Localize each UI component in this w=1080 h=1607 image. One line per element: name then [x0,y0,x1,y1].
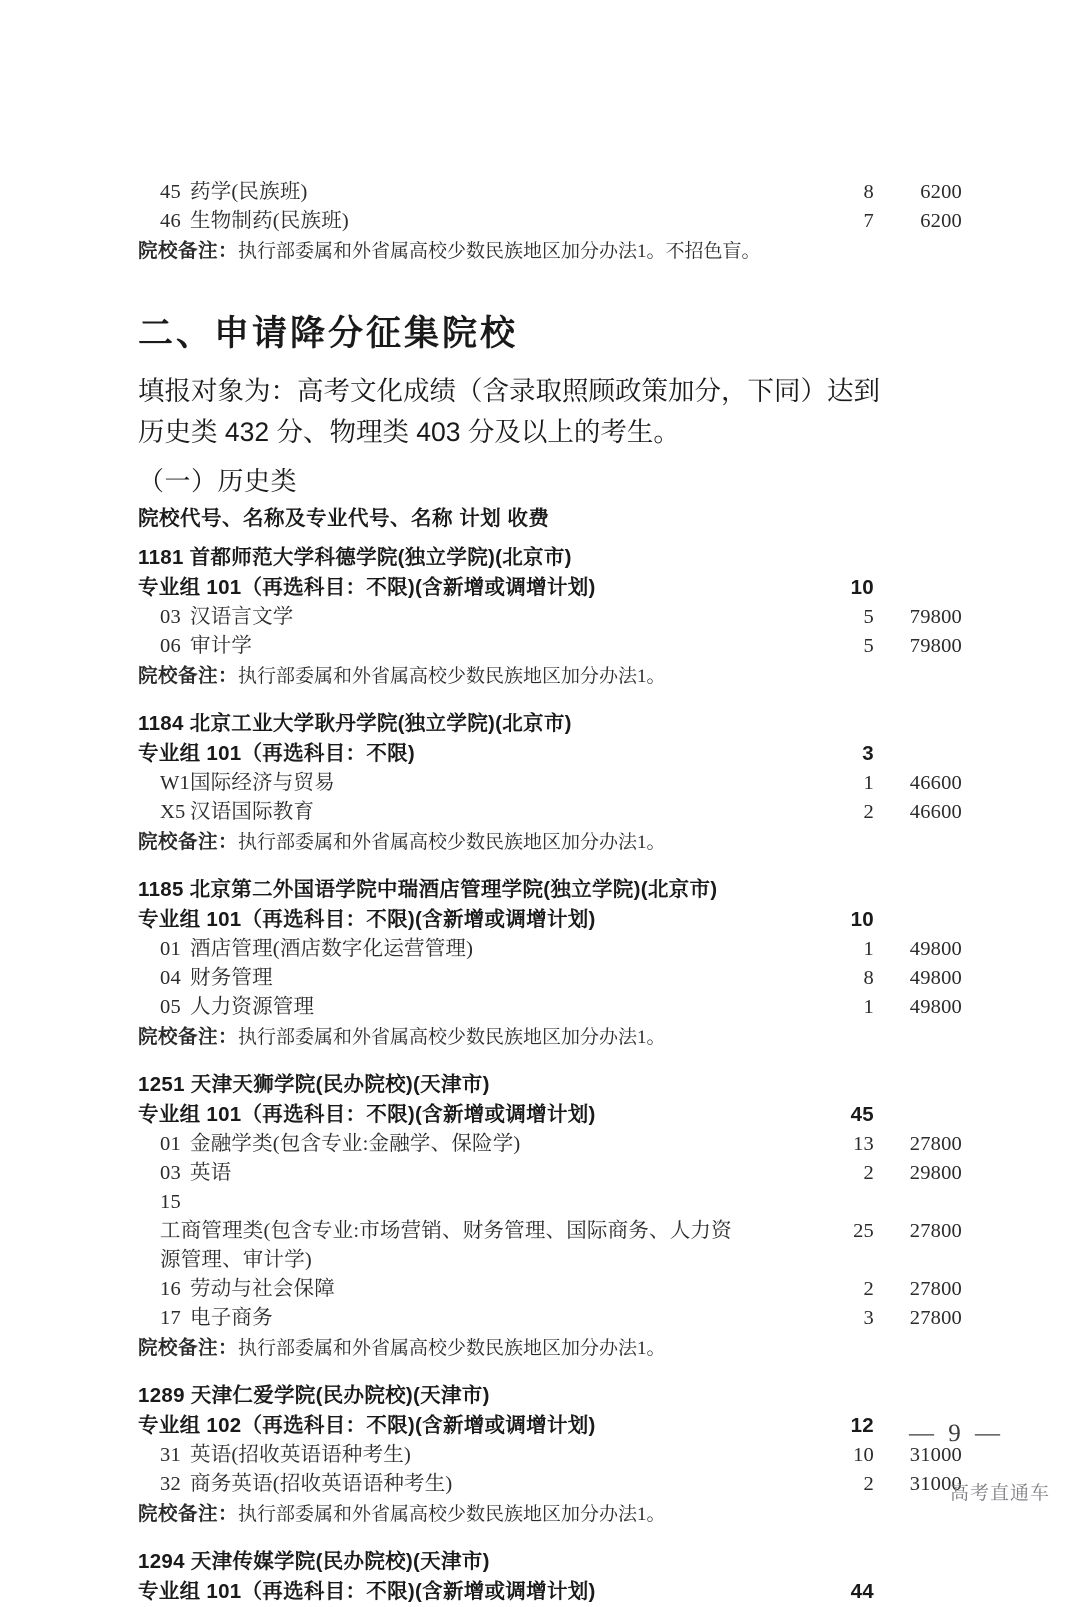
major-name: 英语(招收英语语种考生) [190,1444,412,1466]
major-fee: 27800 [909,1220,962,1242]
major-row [138,769,962,798]
major-name: 人力资源管理 [190,996,315,1018]
remark-label: 院校备注： [138,240,239,262]
school-name: 1185 北京第二外国语学院中瑞酒店管理学院(独立学院)(北京市) [138,878,718,901]
remark-text: 执行部委属和外省属高校少数民族地区加分办法1。 [238,666,666,687]
remark-label: 院校备注： [138,831,239,853]
school-block [138,1070,962,1364]
major-group-plan: 10 [850,908,874,931]
major-code: 01 [160,1133,181,1155]
major-fee: 27800 [909,1278,962,1300]
major-plan: 2 [863,1278,874,1300]
major-group-plan: 44 [850,1580,874,1603]
major-code: 46 [160,210,181,232]
school-block [138,709,962,858]
major-plan: 10 [853,1444,874,1466]
major-fee: 29800 [909,1162,962,1184]
section-title: 二、申请降分征集院校 [138,314,519,353]
section-description [138,371,962,453]
major-group-plan: 45 [850,1103,874,1126]
major-fee: 31000 [909,1473,962,1495]
major-name: 电子商务 [190,1307,273,1329]
school-name: 1184 北京工业大学耿丹学院(独立学院)(北京市) [138,712,572,735]
major-group-label: 专业组 101（再选科目：不限)(含新增或调增计划) [138,1103,596,1126]
column-header-plan: 计划 [459,507,502,530]
major-code: X5 [160,801,186,823]
remark-text: 执行部委属和外省属高校少数民族地区加分办法1。 [238,1504,666,1525]
major-plan: 13 [853,1133,874,1155]
major-name: 劳动与社会保障 [190,1278,335,1300]
major-name: 商务英语(招收英语语种考生) [190,1473,453,1495]
major-fee: 49800 [909,967,962,989]
school-name: 1289 天津仁爱学院(民办院校)(天津市) [138,1384,490,1407]
major-row [138,1304,962,1333]
watermark: 高考直通车 [949,1483,1050,1504]
major-fee: 6200 [920,210,962,232]
major-code: 03 [160,1162,181,1184]
major-plan: 1 [863,772,874,794]
major-name: 国际经济与贸易 [190,772,335,794]
major-row [138,964,962,993]
school-block [138,1381,962,1530]
major-group-label: 专业组 101（再选科目：不限)(含新增或调增计划) [138,576,596,599]
major-row [138,993,962,1022]
major-name: 汉语言文学 [190,606,294,628]
major-name: 工商管理类(包含专业:市场营销、财务管理、国际商务、人力资源管理、审计学) [160,1220,732,1271]
major-row [138,632,962,661]
major-group-plan: 10 [850,576,874,599]
major-name: 生物制药(民族班) [190,210,349,232]
column-header-fee: 收费 [507,507,550,530]
major-row [138,1188,962,1275]
major-row [138,207,962,236]
school-remark [138,661,962,692]
major-fee: 46600 [909,801,962,823]
remark-text: 执行部委属和外省属高校少数民族地区加分办法1。 [238,1338,666,1359]
major-code: 32 [160,1473,181,1495]
column-header-name: 院校代号、名称及专业代号、名称 [138,507,453,530]
school-block [138,543,962,692]
major-name: 英语 [190,1162,232,1184]
page-number: — 9 — [909,1420,1004,1447]
major-code: 04 [160,967,181,989]
major-fee: 6200 [920,181,962,203]
major-code: 03 [160,606,181,628]
section-description-line-2: 历史类 432 分、物理类 403 分及以上的考生。 [138,417,680,447]
major-plan: 2 [863,801,874,823]
major-code: 45 [160,181,181,203]
major-plan: 3 [863,1307,874,1329]
major-group-row [138,905,962,935]
remark-label: 院校备注： [138,1503,239,1525]
major-row [138,798,962,827]
major-row [138,1275,962,1304]
major-group-row [138,1577,962,1607]
school-remark [138,827,962,858]
major-row [138,178,962,207]
major-fee: 79800 [909,606,962,628]
major-plan: 1 [863,996,874,1018]
major-row [138,1159,962,1188]
major-name: 药学(民族班) [190,181,308,203]
school-name: 1181 首都师范大学科德学院(独立学院)(北京市) [138,546,572,569]
major-row [138,935,962,964]
major-plan: 8 [863,967,874,989]
major-group-label: 专业组 101（再选科目：不限)(含新增或调增计划) [138,1580,596,1603]
major-name: 金融学类(包含专业:金融学、保险学) [190,1133,521,1155]
column-header-row [138,503,962,535]
major-plan: 8 [863,181,874,203]
major-code: 05 [160,996,181,1018]
school-block [138,875,962,1053]
major-fee: 49800 [909,996,962,1018]
major-fee: 27800 [909,1133,962,1155]
major-plan: 1 [863,938,874,960]
major-fee: 49800 [909,938,962,960]
major-code: W1 [160,772,190,794]
school-remark [138,1333,962,1364]
major-group-label: 专业组 102（再选科目：不限)(含新增或调增计划) [138,1414,596,1437]
school-block [138,1547,962,1607]
major-fee: 31000 [909,1444,962,1466]
major-fee: 79800 [909,635,962,657]
school-name: 1251 天津天狮学院(民办院校)(天津市) [138,1073,490,1096]
remark-label: 院校备注： [138,1026,239,1048]
subsection-title: （一）历史类 [138,466,298,496]
major-code: 01 [160,938,181,960]
major-name: 酒店管理(酒店数字化运营管理) [190,938,474,960]
major-plan: 5 [863,635,874,657]
major-name: 财务管理 [190,967,273,989]
school-name: 1294 天津传媒学院(民办院校)(天津市) [138,1550,490,1573]
major-code: 31 [160,1444,181,1466]
remark-text: 执行部委属和外省属高校少数民族地区加分办法1。不招色盲。 [238,241,761,262]
major-fee: 46600 [909,772,962,794]
major-plan: 2 [863,1162,874,1184]
major-plan: 2 [863,1473,874,1495]
continued-major-list [138,178,962,267]
school-remark [138,1022,962,1053]
major-plan: 5 [863,606,874,628]
remark-text: 执行部委属和外省属高校少数民族地区加分办法1。 [238,1027,666,1048]
major-row [138,603,962,632]
major-code: 17 [160,1307,181,1329]
major-code: 15 [160,1191,181,1213]
major-group-label: 专业组 101（再选科目：不限)(含新增或调增计划) [138,908,596,931]
section-description-line-1: 填报对象为：高考文化成绩（含录取照顾政策加分，下同）达到 [138,376,880,406]
major-plan: 25 [853,1220,874,1242]
major-fee: 27800 [909,1307,962,1329]
major-name: 审计学 [190,635,253,657]
major-plan: 7 [863,210,874,232]
major-name: 汉语国际教育 [190,801,315,823]
remark-label: 院校备注： [138,1337,239,1359]
page-content [138,178,962,1607]
remark-label: 院校备注： [138,665,239,687]
major-group-row [138,739,962,769]
major-group-row [138,1100,962,1130]
remark-text: 执行部委属和外省属高校少数民族地区加分办法1。 [238,832,666,853]
major-group-row [138,573,962,603]
school-remark [138,236,962,267]
major-group-plan: 3 [862,742,874,765]
major-group-plan: 12 [850,1414,874,1437]
major-code: 16 [160,1278,181,1300]
major-group-label: 专业组 101（再选科目：不限) [138,742,416,765]
major-row [138,1130,962,1159]
major-code: 06 [160,635,181,657]
